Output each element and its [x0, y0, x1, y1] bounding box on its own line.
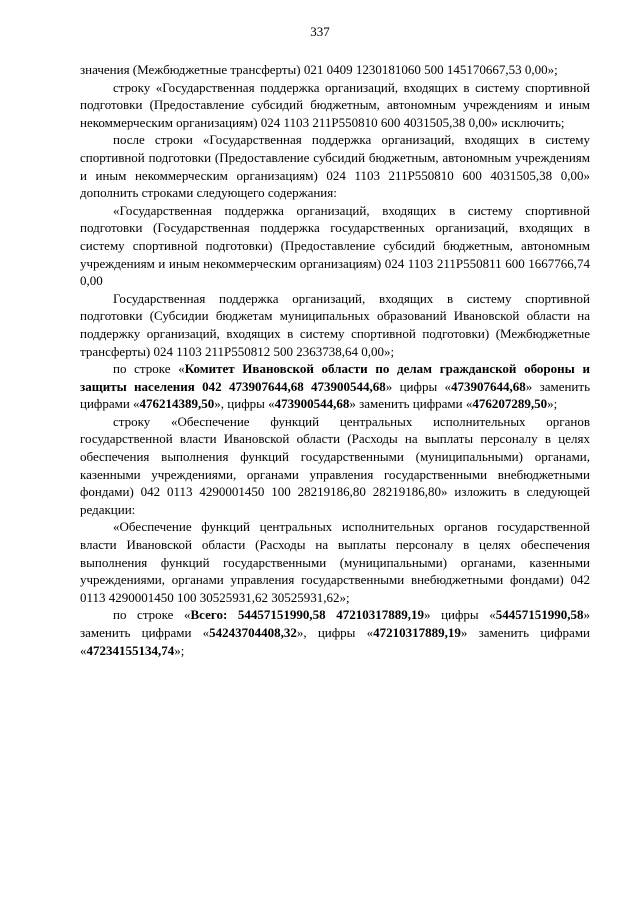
paragraph-text: » цифры «	[385, 378, 451, 394]
bold-text: Комитет Ивановской области по делам гражданской обороны и защиты населения 042 473907644,68 473900544,68	[80, 361, 590, 394]
bold-text: 476214389,50	[139, 396, 215, 412]
paragraph-text: »;	[547, 396, 558, 412]
bold-text: 473907644,68	[451, 378, 526, 394]
paragraph-text: » заменить цифрами «	[80, 378, 590, 412]
paragraph-text: » цифры «	[423, 607, 496, 623]
paragraph	[80, 518, 590, 606]
paragraph	[80, 290, 590, 360]
bold-text: 54457151990,58	[495, 607, 584, 623]
paragraph	[80, 61, 590, 79]
paragraph	[80, 360, 590, 413]
paragraph-text: значения (Межбюджетные трансферты) 021 0409 1230181060 500 145170667,53 0,00»;	[80, 62, 558, 77]
document-body	[80, 61, 590, 659]
paragraph-text: «Обеспечение функций центральных исполнительных органов государственной власти Ивановской области (Расходы на выплаты персоналу в целях обеспечения выполнения функций государственными (муниципальными) органами, казенными учреждениями, органами управления государственными внебюджетными фондами) 042 0113 4290001450 100 30525931,62 30525931,62»;	[80, 519, 590, 605]
paragraph-text: » заменить цифрами «	[80, 625, 591, 658]
paragraph-text: », цифры «	[296, 625, 374, 640]
paragraph-text: » заменить цифрами «	[349, 396, 473, 412]
page-number: 337	[310, 24, 330, 39]
paragraph	[80, 79, 590, 132]
bold-text: 54243704408,32	[209, 625, 297, 640]
paragraph	[80, 606, 590, 659]
paragraph-text: по строке «	[113, 361, 185, 377]
paragraph-text: »;	[174, 642, 185, 658]
paragraph-text: «Государственная поддержка организаций, входящих в систему спортивной подготовки (Государственная поддержка государственных организаций, входящих в систему спортивной подготовки) (Предоставление субсидий бюджетным, автономным учреждениям и иным некоммерческим организациям) 024 1103 211P550811 600 1667766,74 0,00	[80, 202, 590, 289]
bold-text: 47210317889,19	[373, 625, 461, 640]
paragraph-text: строку «Государственная поддержка организаций, входящих в систему спортивной подготовки (Предоставление субсидий бюджетным, автономным учреждениям и иным некоммерческим организациям) 024 1103 211P550810 600 4031505,38 0,00» исключить;	[80, 79, 590, 130]
paragraph-text: », цифры «	[214, 396, 275, 412]
paragraph	[80, 413, 590, 519]
paragraph-text: по строке «	[113, 607, 191, 623]
paragraph-text: » заменить цифрами «	[80, 607, 590, 640]
paragraph	[80, 202, 590, 290]
bold-text: 476207289,50	[472, 396, 548, 412]
paragraph-text: Государственная поддержка организаций, входящих в систему спортивной подготовки (Субсидии бюджетам муниципальных образований Ивановской области на поддержку организаций, входящих в систему спортивной подготовки) (Межбюджетные трансферты) 024 1103 211P550812 500 2363738,64 0,00»;	[80, 290, 590, 359]
paragraph-text: после строки «Государственная поддержка организаций, входящих в систему спортивной подготовки (Предоставление субсидий бюджетным, автономным учреждениям и иным некоммерческим организациям) 024 1103 211P550810 600 4031505,38 0,00» дополнить строками следующего содержания:	[80, 132, 590, 201]
paragraph	[80, 131, 590, 201]
bold-text: 473900544,68	[274, 396, 350, 412]
bold-text: Всего: 54457151990,58 47210317889,19	[190, 607, 424, 623]
paragraph-text: строку «Обеспечение функций центральных исполнительных органов государственной власти Ивановской области (Расходы на выплаты персоналу в целях обеспечения выполнения функций государственными (муниципальными) органами, казенными учреждениями, органами управления государственными внебюджетными фондами) 042 0113 4290001450 100 28219186,80 28219186,80» изложить в следующей редакции:	[80, 413, 590, 517]
bold-text: 47234155134,74	[86, 642, 175, 658]
